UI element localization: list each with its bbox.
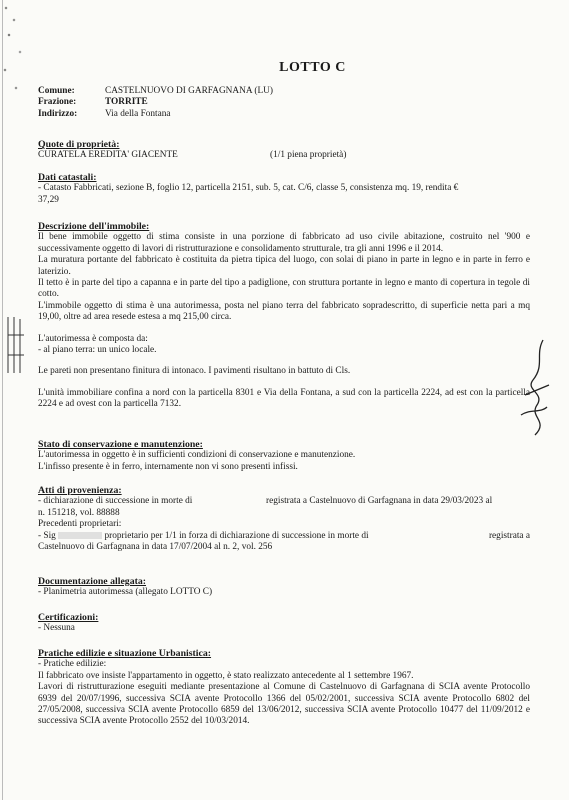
pratiche-line-2: Il fabbricato ove insiste l'appartamento in oggetto, è stato realizzato antecedente al 1 settembre 1967. <box>38 670 414 681</box>
quote-share: (1/1 piena proprietà) <box>270 150 347 161</box>
provenienza-line-2: n. 151218, vol. 88888 <box>38 507 120 518</box>
pratiche-paragraph: Lavori di ristrutturazione eseguiti mediante presentazione al Comune di Castelnuovo di Garfagnana di SCIA avente Protocollo 6939 del 20/07/1996, successiva SCIA avente Protocollo 1366 del 05/02/2001, successiva SCIA avente Protocollo 6802 del 27/05/2008, successiva SCIA avente Protocollo 6859 del 13/06/2012, successiva SCIA avente Protocollo 10477 del 11/09/2012 e successiva SCIA avente Protocollo 2552 del 10/03/2014. <box>38 682 530 727</box>
indirizzo-value: Via della Fontana <box>105 108 171 119</box>
catastali-section <box>38 172 530 206</box>
descrizione-composition-detail: - al piano terra: un unico locale. <box>38 345 157 356</box>
certificazioni-heading: Certificazioni: <box>38 612 99 623</box>
catastali-line-2: 37,29 <box>38 194 59 205</box>
provenienza-section <box>38 485 530 553</box>
descrizione-paragraph-4: L'immobile oggetto di stima è una autorimessa, posta nel piano terra del fabbricato sopradescritto, di superficie netta pari a mq 19,00, oltre ad area resede estesa a mq 215,00 circa. <box>38 300 530 323</box>
provenienza-line-1b: registrata a Castelnuovo di Garfagnana in data 29/03/2023 al <box>266 496 493 507</box>
location-block <box>38 86 530 120</box>
catastali-line-1: - Catasto Fabbricati, sezione B, foglio 12, particella 2151, sub. 5, cat. C/6, classe 5, consistenza mq. 19, rendita € <box>38 183 459 194</box>
frazione-label: Frazione: <box>38 97 77 108</box>
provenienza-line-4a: - Sig <box>38 530 56 541</box>
conservazione-line-1: L'autorimessa in oggetto è in sufficienti condizioni di conservazione e manutenzione. <box>38 450 356 461</box>
certificazioni-line-1: - Nessuna <box>38 623 75 634</box>
provenienza-line-3: Precedenti proprietari: <box>38 519 122 530</box>
conservazione-line-2: L'infisso presente è in ferro, internamente non vi sono presenti infissi. <box>38 461 298 472</box>
margin-marks <box>6 315 28 375</box>
descrizione-paragraph-finishes: Le pareti non presentano finitura di intonaco. I pavimenti risultano in battuto di Cls. <box>38 366 351 377</box>
pratiche-heading: Pratiche edilizie e situazione Urbanistica: <box>38 648 212 659</box>
quote-owner: CURATELA EREDITA' GIACENTE <box>38 150 178 161</box>
descrizione-paragraph-boundaries: L'unità immobiliare confina a nord con la particella 8301 e Via della Fontana, a sud con la particella 2224, ad est con la particella 2224 e ad ovest con la particella 7132. <box>38 387 530 410</box>
descrizione-paragraph-1: Il bene immobile oggetto di stima consiste in una porzione di fabbricato ad uso civile abitazione, costruito nel '900 e successivamente oggetto di lavori di ristrutturazione e consolidamento strutturale, tra gli anni 1996 e il 2014. <box>38 232 530 254</box>
pratiche-section <box>38 648 530 728</box>
documentazione-heading: Documentazione allegata: <box>38 576 147 587</box>
certificazioni-section <box>38 612 530 635</box>
conservazione-section <box>38 439 530 473</box>
documentazione-line-1: - Planimetria autorimessa (allegato LOTTO C) <box>38 587 213 598</box>
catastali-heading: Dati catastali: <box>38 172 97 183</box>
descrizione-paragraph-2: La muratura portante del fabbricato è costituita da pietra tipica del luogo, con solai di piano in parte in legno e in parte in ferro e laterizio. <box>38 255 530 277</box>
indirizzo-label: Indirizzo: <box>38 108 78 119</box>
redaction-mark <box>58 532 102 539</box>
descrizione-composition: L'autorimessa è composta da: <box>38 333 148 344</box>
frazione-value: TORRITE <box>105 97 148 108</box>
scan-artifact <box>0 0 34 110</box>
comune-label: Comune: <box>38 86 75 96</box>
conservazione-heading: Stato di conservazione e manutenzione: <box>38 439 203 450</box>
quote-heading: Quote di proprietà: <box>38 139 120 150</box>
provenienza-line-5: Castelnuovo di Garfagnana in data 17/07/2004 al n. 2, vol. 256 <box>38 542 273 553</box>
provenienza-line-4b: proprietario per 1/1 in forza di dichiarazione di successione in morte di <box>104 530 369 541</box>
quote-section <box>38 139 530 162</box>
provenienza-line-4c: registrata a <box>488 530 530 541</box>
comune-value: CASTELNUOVO DI GARFAGNANA (LU) <box>105 86 273 96</box>
provenienza-line-1a: - dichiarazione di successione in morte di <box>38 496 193 507</box>
descrizione-section <box>38 221 530 411</box>
scan-edge-line <box>2 0 3 800</box>
pratiche-line-1: - Pratiche edilizie: <box>38 659 107 670</box>
documentazione-section <box>38 576 530 599</box>
lot-title: LOTTO C <box>279 60 346 75</box>
descrizione-paragraph-3: Il tetto è in parte del tipo a capanna e in parte del tipo a padiglione, con struttura portante in legno e manto di copertura in tegole di cotto. <box>38 278 530 300</box>
descrizione-heading: Descrizione dell'immobile: <box>38 221 150 232</box>
provenienza-heading: Atti di provenienza: <box>38 485 122 496</box>
